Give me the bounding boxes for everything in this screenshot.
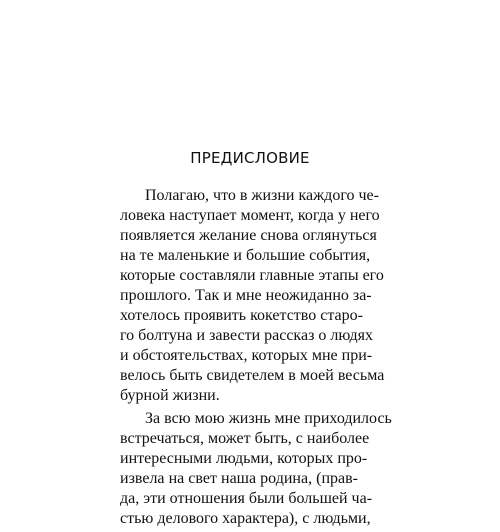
text-line: Полагаю, что в жизни каждого че-	[145, 187, 379, 204]
text-line: го болтуна и завести рассказ о людях	[120, 327, 374, 344]
text-line: да, эти отношения были большей ча-	[120, 490, 373, 507]
text-line: бурной жизни.	[120, 387, 220, 404]
text-line: прошлого. Так и мне неожиданно за-	[120, 287, 372, 304]
text-line: хотелось проявить кокетство старо-	[120, 307, 363, 324]
text-line: ловека наступает момент, когда у него	[120, 207, 380, 224]
text-line: появляется желание снова оглянуться	[120, 227, 377, 244]
text-line: интересными людьми, которых про-	[120, 450, 368, 467]
text-line: и обстоятельствах, которых мне при-	[120, 347, 373, 364]
text-line: стью делового характера), с людьми,	[120, 510, 371, 527]
text-line: За всю мою жизнь мне приходилось	[145, 410, 392, 427]
text-line: которые составляли главные этапы его	[120, 267, 384, 284]
text-line: на те маленькие и большие события,	[120, 247, 371, 264]
chapter-title: ПРЕДИСЛОВИЕ	[190, 149, 310, 167]
text-line: велось быть свидетелем в моей весьма	[120, 367, 385, 384]
text-line: извела на свет наша родина, (прав-	[120, 470, 358, 487]
text-line: встречаться, может быть, с наиболее	[120, 430, 370, 447]
